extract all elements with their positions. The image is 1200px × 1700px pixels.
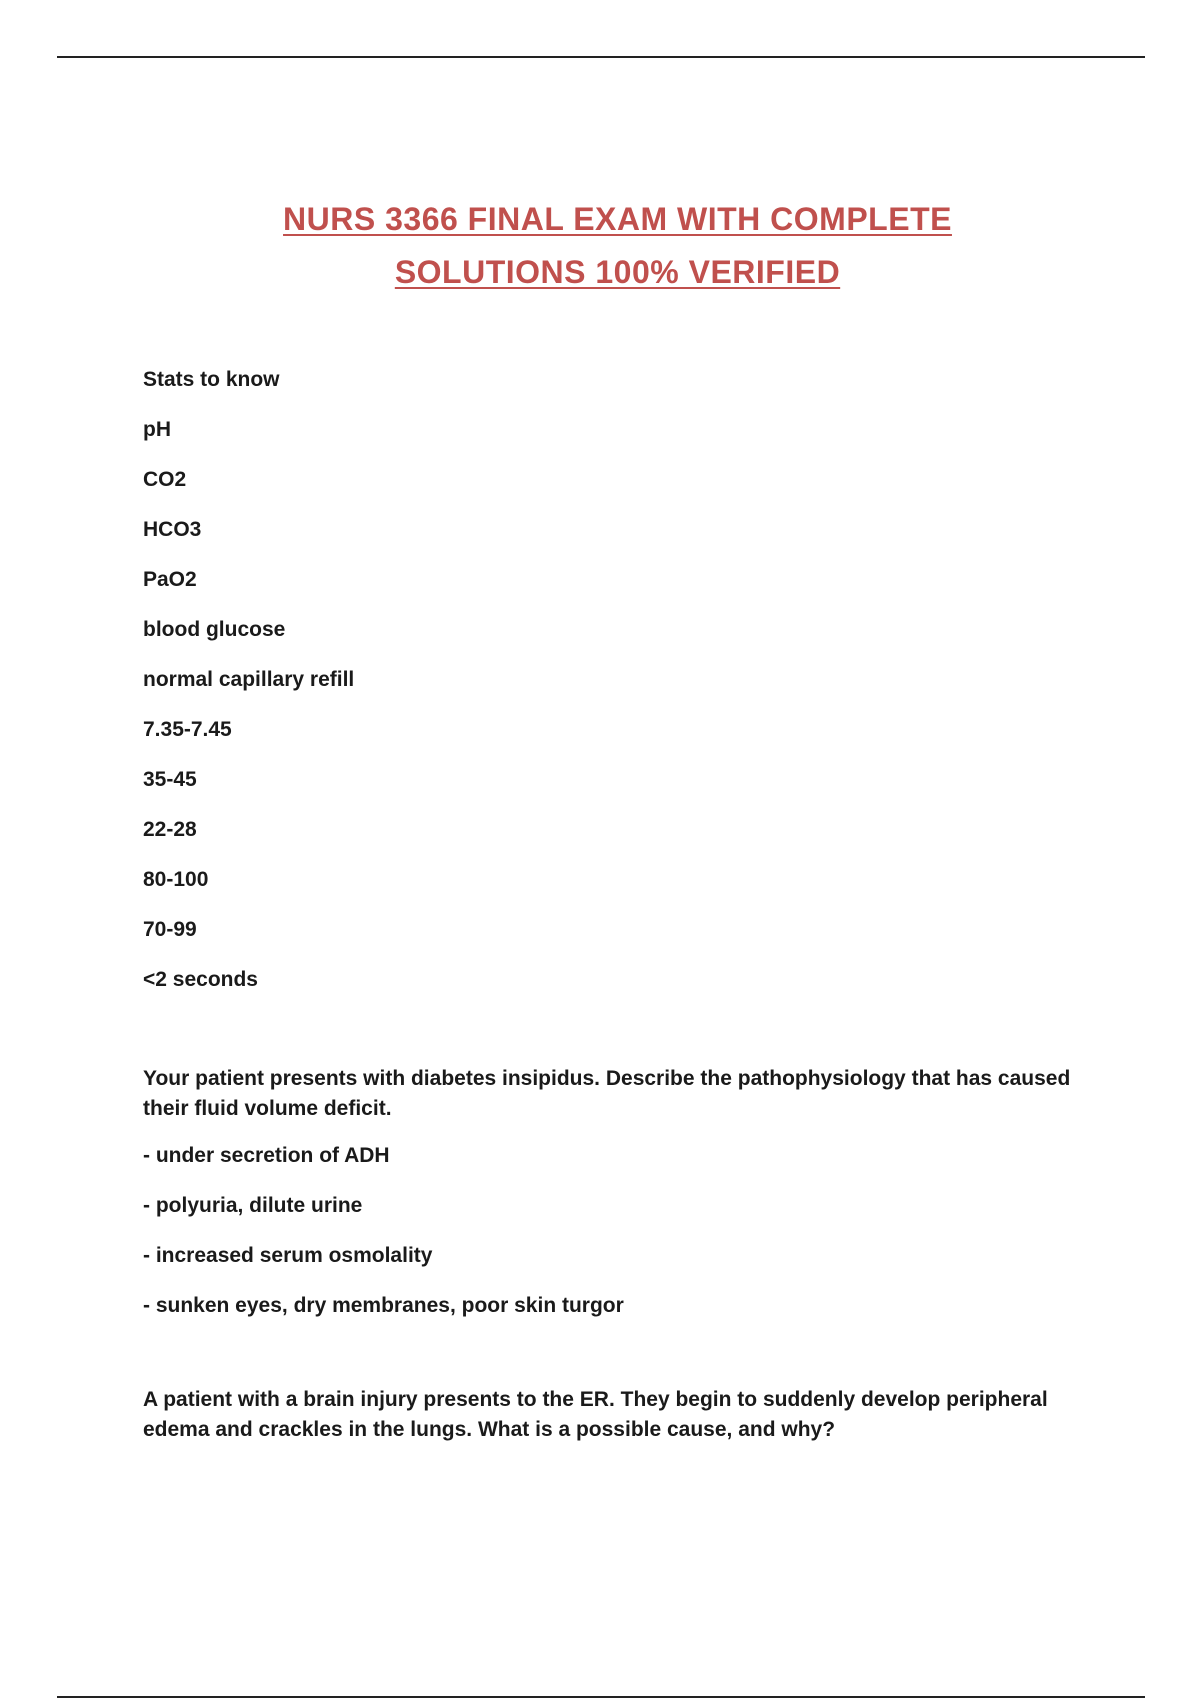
stats-item: 80-100: [143, 868, 209, 891]
header-rule: [57, 56, 1145, 58]
stats-item: 22-28: [143, 818, 197, 841]
answer-item: - under secretion of ADH: [143, 1144, 390, 1167]
question-1-text: Your patient presents with diabetes insipidus. Describe the pathophysiology that has caused their fluid volume deficit.: [143, 1067, 1071, 1120]
footer-rule: [57, 1696, 1145, 1698]
stats-heading: Stats to know: [143, 368, 280, 391]
answer-item: - increased serum osmolality: [143, 1244, 433, 1267]
answer-item: - sunken eyes, dry membranes, poor skin turgor: [143, 1294, 624, 1317]
document-title: [0, 193, 1200, 299]
answer-item: - polyuria, dilute urine: [143, 1194, 363, 1217]
stats-item: pH: [143, 418, 171, 441]
stats-item: PaO2: [143, 568, 197, 591]
title-line-2: SOLUTIONS 100% VERIFIED: [394, 254, 841, 290]
question-2-text: A patient with a brain injury presents to the ER. They begin to suddenly develop peripheral edema and crackles in the lungs. What is a possible cause, and why?: [143, 1388, 1048, 1441]
stats-item: normal capillary refill: [143, 668, 355, 691]
title-line-1: NURS 3366 FINAL EXAM WITH COMPLETE: [283, 201, 952, 237]
stats-item: CO2: [143, 468, 187, 491]
stats-item: 35-45: [143, 768, 197, 791]
question-1-answers: [143, 1141, 1083, 1339]
stats-item: 70-99: [143, 918, 197, 941]
stats-item: HCO3: [143, 518, 202, 541]
stats-item: <2 seconds: [143, 968, 258, 991]
document-body: [143, 365, 1083, 1445]
stats-item: 7.35-7.45: [143, 718, 232, 741]
stats-item: blood glucose: [143, 618, 286, 641]
